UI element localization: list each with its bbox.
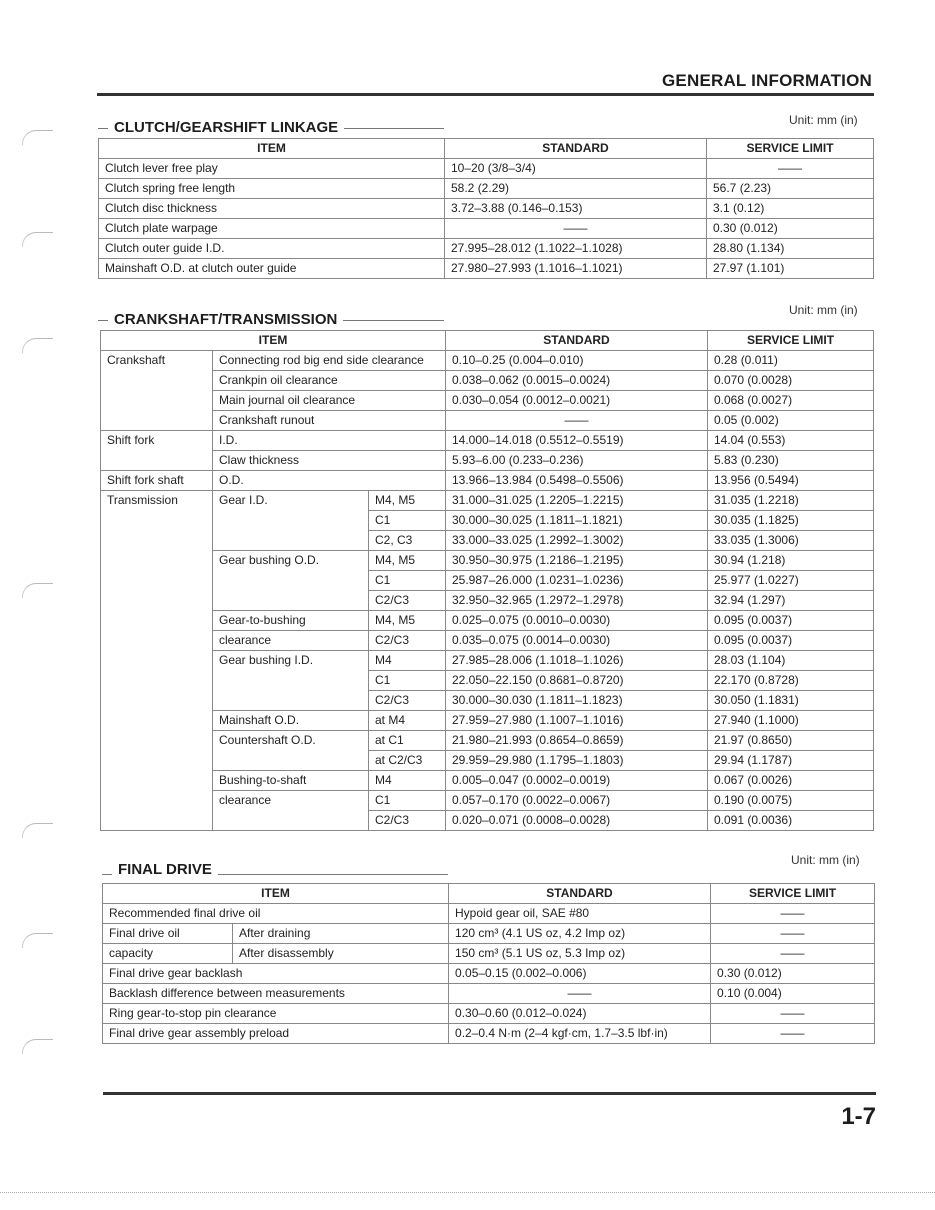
limit-cell: 0.30 (0.012) (711, 964, 875, 984)
limit-cell: 21.97 (0.8650) (708, 731, 874, 751)
limit-cell: 22.170 (0.8728) (708, 671, 874, 691)
item-cell-continued: clearance (213, 631, 369, 651)
limit-cell: 0.068 (0.0027) (708, 391, 874, 411)
limit-cell: 0.30 (0.012) (707, 219, 874, 239)
table-row (103, 1004, 875, 1024)
table-row (99, 259, 874, 279)
binder-hole-mark (22, 130, 53, 145)
standard-cell: 29.959–29.980 (1.1795–1.1803) (446, 751, 708, 771)
limit-cell: 0.095 (0.0037) (708, 631, 874, 651)
item-cell: Backlash difference between measurements (103, 984, 449, 1004)
column-header-item: ITEM (99, 139, 445, 159)
standard-cell: 5.93–6.00 (0.233–0.236) (446, 451, 708, 471)
item-cell: Ring gear-to-stop pin clearance (103, 1004, 449, 1024)
limit-cell: 30.050 (1.1831) (708, 691, 874, 711)
item-cell: O.D. (213, 471, 446, 491)
group-cell-shift-fork-shaft: Shift fork shaft (101, 471, 213, 491)
group-cell-crankshaft: Crankshaft (101, 351, 213, 431)
limit-cell: 31.035 (1.2218) (708, 491, 874, 511)
table-row (103, 964, 875, 984)
standard-cell: —— (445, 219, 707, 239)
column-header-service-limit: SERVICE LIMIT (708, 331, 874, 351)
standard-cell: 0.05–0.15 (0.002–0.006) (449, 964, 711, 984)
item-cell: Gear I.D. (213, 491, 369, 551)
section-title-clutch: CLUTCH/GEARSHIFT LINKAGE (108, 119, 344, 136)
position-cell: C1 (369, 511, 446, 531)
limit-cell: —— (711, 1024, 875, 1044)
group-cell-shift-fork: Shift fork (101, 431, 213, 471)
limit-cell: —— (711, 1004, 875, 1024)
table-row (103, 984, 875, 1004)
position-cell: at C2/C3 (369, 751, 446, 771)
item-cell: Crankpin oil clearance (213, 371, 446, 391)
item-cell: Clutch plate warpage (99, 219, 445, 239)
table-header-row (99, 139, 874, 159)
table-row (101, 611, 874, 631)
standard-cell: 120 cm³ (4.1 US oz, 4.2 Imp oz) (449, 924, 711, 944)
limit-cell: 27.97 (1.101) (707, 259, 874, 279)
limit-cell: 0.05 (0.002) (708, 411, 874, 431)
item-cell: Crankshaft runout (213, 411, 446, 431)
limit-cell: 5.83 (0.230) (708, 451, 874, 471)
limit-cell: 0.091 (0.0036) (708, 811, 874, 831)
standard-cell: 0.005–0.047 (0.0002–0.0019) (446, 771, 708, 791)
table-row (103, 1024, 875, 1044)
standard-cell: 150 cm³ (5.1 US oz, 5.3 Imp oz) (449, 944, 711, 964)
position-cell: at M4 (369, 711, 446, 731)
position-cell: C2/C3 (369, 811, 446, 831)
table-row (101, 411, 874, 431)
binder-hole-mark (22, 933, 53, 948)
limit-cell: 29.94 (1.1787) (708, 751, 874, 771)
item-cell: Main journal oil clearance (213, 391, 446, 411)
limit-cell: 0.067 (0.0026) (708, 771, 874, 791)
item-cell: Recommended final drive oil (103, 904, 449, 924)
standard-cell: 0.030–0.054 (0.0012–0.0021) (446, 391, 708, 411)
standard-cell: 0.10–0.25 (0.004–0.010) (446, 351, 708, 371)
column-header-item: ITEM (103, 884, 449, 904)
table-row (99, 219, 874, 239)
table-row (101, 791, 874, 811)
standard-cell: —— (446, 411, 708, 431)
page-edge (0, 1192, 935, 1193)
item-cell: Gear-to-bushing (213, 611, 369, 631)
standard-cell: 0.30–0.60 (0.012–0.024) (449, 1004, 711, 1024)
limit-cell: —— (711, 944, 875, 964)
table-row (101, 711, 874, 731)
table-row (101, 731, 874, 751)
item-cell: Bushing-to-shaft (213, 771, 369, 791)
item-cell: Mainshaft O.D. at clutch outer guide (99, 259, 445, 279)
limit-cell: —— (711, 924, 875, 944)
binder-hole-mark (22, 823, 53, 838)
unit-label: Unit: mm (in) (791, 853, 860, 867)
item-cell: Connecting rod big end side clearance (213, 351, 446, 371)
standard-cell: 27.995–28.012 (1.1022–1.1028) (445, 239, 707, 259)
standard-cell: 14.000–14.018 (0.5512–0.5519) (446, 431, 708, 451)
position-cell: M4, M5 (369, 551, 446, 571)
item-cell: Clutch outer guide I.D. (99, 239, 445, 259)
column-header-standard: STANDARD (446, 331, 708, 351)
table-row (101, 771, 874, 791)
standard-cell: 0.020–0.071 (0.0008–0.0028) (446, 811, 708, 831)
item-cell: Final drive gear backlash (103, 964, 449, 984)
standard-cell: 0.038–0.062 (0.0015–0.0024) (446, 371, 708, 391)
standard-cell: Hypoid gear oil, SAE #80 (449, 904, 711, 924)
standard-cell: 0.057–0.170 (0.0022–0.0067) (446, 791, 708, 811)
unit-label: Unit: mm (in) (789, 113, 858, 127)
position-cell: M4, M5 (369, 491, 446, 511)
item-cell: Final drive gear assembly preload (103, 1024, 449, 1044)
position-cell: M4, M5 (369, 611, 446, 631)
position-cell: C1 (369, 671, 446, 691)
sub-item-cell: After disassembly (233, 944, 449, 964)
binder-hole-mark (22, 232, 53, 247)
limit-cell: 33.035 (1.3006) (708, 531, 874, 551)
binder-hole-mark (22, 338, 53, 353)
clutch-spec-table (98, 138, 874, 279)
standard-cell: 13.966–13.984 (0.5498–0.5506) (446, 471, 708, 491)
unit-label: Unit: mm (in) (789, 303, 858, 317)
item-cell: Gear bushing I.D. (213, 651, 369, 711)
table-row (101, 371, 874, 391)
standard-cell: 22.050–22.150 (0.8681–0.8720) (446, 671, 708, 691)
limit-cell: 0.070 (0.0028) (708, 371, 874, 391)
column-header-item: ITEM (101, 331, 446, 351)
item-cell: Mainshaft O.D. (213, 711, 369, 731)
item-cell-continued: clearance (213, 791, 369, 831)
position-cell: at C1 (369, 731, 446, 751)
limit-cell: 0.190 (0.0075) (708, 791, 874, 811)
position-cell: C2, C3 (369, 531, 446, 551)
limit-cell: 28.03 (1.104) (708, 651, 874, 671)
table-row (99, 199, 874, 219)
table-header-row (101, 331, 874, 351)
position-cell: C2/C3 (369, 691, 446, 711)
table-row (101, 471, 874, 491)
standard-cell: 0.025–0.075 (0.0010–0.0030) (446, 611, 708, 631)
table-row (103, 904, 875, 924)
position-cell: C1 (369, 791, 446, 811)
standard-cell: 3.72–3.88 (0.146–0.153) (445, 199, 707, 219)
standard-cell: 25.987–26.000 (1.0231–1.0236) (446, 571, 708, 591)
table-row (101, 351, 874, 371)
crankshaft-spec-table (100, 330, 874, 831)
limit-cell: 3.1 (0.12) (707, 199, 874, 219)
page-number: 1-7 (841, 1103, 876, 1130)
standard-cell: —— (449, 984, 711, 1004)
table-row (103, 924, 875, 944)
item-cell: Countershaft O.D. (213, 731, 369, 771)
table-row (101, 391, 874, 411)
standard-cell: 21.980–21.993 (0.8654–0.8659) (446, 731, 708, 751)
item-cell: Clutch lever free play (99, 159, 445, 179)
position-cell: M4 (369, 651, 446, 671)
section-title-crankshaft: CRANKSHAFT/TRANSMISSION (108, 311, 343, 328)
standard-cell: 33.000–33.025 (1.2992–1.3002) (446, 531, 708, 551)
item-cell: Final drive oil (103, 924, 233, 944)
standard-cell: 30.000–30.025 (1.1811–1.1821) (446, 511, 708, 531)
standard-cell: 30.000–30.030 (1.1811–1.1823) (446, 691, 708, 711)
table-row (101, 491, 874, 511)
item-cell-continued: capacity (103, 944, 233, 964)
table-row (101, 631, 874, 651)
item-cell: Claw thickness (213, 451, 446, 471)
limit-cell: 0.10 (0.004) (711, 984, 875, 1004)
standard-cell: 58.2 (2.29) (445, 179, 707, 199)
position-cell: C1 (369, 571, 446, 591)
limit-cell: 27.940 (1.1000) (708, 711, 874, 731)
item-cell: I.D. (213, 431, 446, 451)
standard-cell: 27.980–27.993 (1.1016–1.1021) (445, 259, 707, 279)
limit-cell: 28.80 (1.134) (707, 239, 874, 259)
final-drive-spec-table (102, 883, 875, 1044)
limit-cell: 30.035 (1.1825) (708, 511, 874, 531)
position-cell: C2/C3 (369, 631, 446, 651)
limit-cell: 25.977 (1.0227) (708, 571, 874, 591)
limit-cell: 30.94 (1.218) (708, 551, 874, 571)
limit-cell: 0.28 (0.011) (708, 351, 874, 371)
limit-cell: 13.956 (0.5494) (708, 471, 874, 491)
item-cell: Clutch spring free length (99, 179, 445, 199)
table-row (101, 431, 874, 451)
position-cell: C2/C3 (369, 591, 446, 611)
standard-cell: 0.2–0.4 N·m (2–4 kgf·cm, 1.7–3.5 lbf·in) (449, 1024, 711, 1044)
table-row (101, 651, 874, 671)
item-cell: Gear bushing O.D. (213, 551, 369, 611)
group-cell-transmission: Transmission (101, 491, 213, 831)
table-header-row (103, 884, 875, 904)
standard-cell: 27.985–28.006 (1.1018–1.1026) (446, 651, 708, 671)
section-title-final-drive: FINAL DRIVE (112, 861, 218, 878)
binder-hole-mark (22, 1039, 53, 1054)
column-header-service-limit: SERVICE LIMIT (711, 884, 875, 904)
header-rule (97, 93, 874, 96)
table-row (101, 551, 874, 571)
column-header-standard: STANDARD (449, 884, 711, 904)
page-header-title: GENERAL INFORMATION (662, 71, 872, 90)
table-row (99, 159, 874, 179)
limit-cell: 32.94 (1.297) (708, 591, 874, 611)
table-row (101, 451, 874, 471)
standard-cell: 0.035–0.075 (0.0014–0.0030) (446, 631, 708, 651)
position-cell: M4 (369, 771, 446, 791)
table-row (103, 944, 875, 964)
sub-item-cell: After draining (233, 924, 449, 944)
standard-cell: 31.000–31.025 (1.2205–1.2215) (446, 491, 708, 511)
standard-cell: 10–20 (3/8–3/4) (445, 159, 707, 179)
item-cell: Clutch disc thickness (99, 199, 445, 219)
binder-hole-mark (22, 583, 53, 598)
column-header-service-limit: SERVICE LIMIT (707, 139, 874, 159)
footer-rule (103, 1092, 876, 1095)
limit-cell: 14.04 (0.553) (708, 431, 874, 451)
standard-cell: 32.950–32.965 (1.2972–1.2978) (446, 591, 708, 611)
standard-cell: 27.959–27.980 (1.1007–1.1016) (446, 711, 708, 731)
limit-cell: 0.095 (0.0037) (708, 611, 874, 631)
table-row (99, 239, 874, 259)
limit-cell: —— (711, 904, 875, 924)
limit-cell: —— (707, 159, 874, 179)
limit-cell: 56.7 (2.23) (707, 179, 874, 199)
standard-cell: 30.950–30.975 (1.2186–1.2195) (446, 551, 708, 571)
table-row (99, 179, 874, 199)
column-header-standard: STANDARD (445, 139, 707, 159)
